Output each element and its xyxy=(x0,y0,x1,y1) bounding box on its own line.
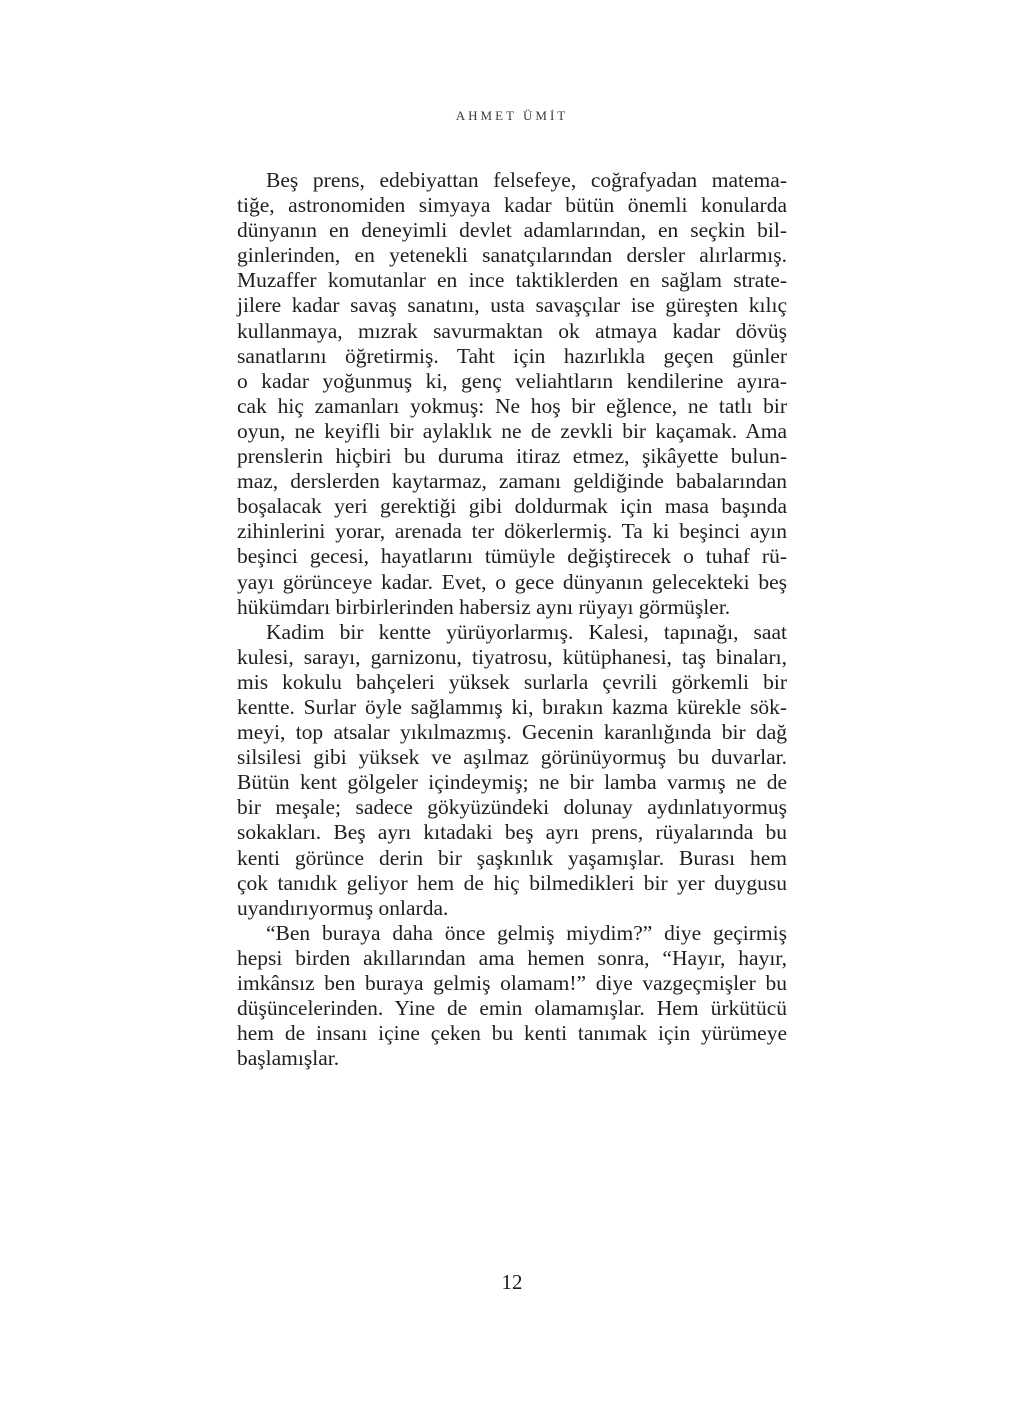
text-line: imkânsız ben buraya gelmiş olamam!” diye vazgeçmişler bu xyxy=(237,971,787,995)
text-line: kentte. Surlar öyle sağlammış ki, bırakın kazma kürekle sök- xyxy=(237,694,787,719)
text-line: başlamışlar. xyxy=(237,1046,340,1071)
text-line: hükümdarı birbirlerinden habersiz aynı rüyayı görmüşler. xyxy=(237,594,731,619)
text-line: Beş prens, edebiyattan felsefeye, coğrafyadan matema- xyxy=(266,168,787,192)
text-line: oyun, ne keyifli bir aylaklık ne de zevkli bir kaçamak. Ama xyxy=(237,418,787,443)
text-line: beşinci gecesi, hayatlarını tümüyle değiştirecek o tuhaf rü- xyxy=(237,544,787,569)
text-line: Muzaffer komutanlar en ince taktiklerden en sağlam strate- xyxy=(237,268,787,293)
text-line: prenslerin hiçbiri bu duruma itiraz etmez, şikâyette bulun- xyxy=(237,444,787,469)
text-line: çok tanıdık geliyor hem de hiç bilmedikleri bir yer duygusu xyxy=(237,870,787,895)
text-line: sokakları. Beş ayrı kıtadaki beş ayrı prens, rüyalarında bu xyxy=(237,820,787,845)
text-line: zihinlerini yorar, arenada ter dökerlermiş. Ta ki beşinci ayın xyxy=(237,519,787,544)
text-line: boşalacak yeri gerektiği gibi doldurmak için masa başında xyxy=(237,494,787,519)
text-line: tiğe, astronomiden simyaya kadar bütün önemli konularda xyxy=(237,193,787,218)
text-line: kenti görünce derin bir şaşkınlık yaşamışlar. Burası hem xyxy=(237,845,787,870)
text-line: “Ben buraya daha önce gelmiş miydim?” diye geçirmiş xyxy=(266,920,787,945)
text-line: Kadim bir kentte yürüyorlarmış. Kalesi, tapınağı, saat xyxy=(266,619,787,644)
text-line: silsilesi gibi yüksek ve aşılmaz görünüyormuş bu duvarlar. xyxy=(237,745,787,770)
text-line: cak hiç zamanları yokmuş: Ne hoş bir eğlence, ne tatlı bir xyxy=(237,393,787,418)
paragraph xyxy=(237,921,787,1072)
text-line: hepsi birden akıllarından ama hemen sonra, “Hayır, hayır, xyxy=(237,945,787,970)
paragraph xyxy=(237,620,787,921)
text-line: o kadar yoğunmuş ki, genç veliahtların kendilerine ayıra- xyxy=(237,368,787,393)
text-line: sanatlarını öğretirmiş. Taht için hazırlıkla geçen günler xyxy=(237,343,787,368)
paragraph xyxy=(237,168,787,620)
text-line: jilere kadar savaş sanatını, usta savaşçılar ise güreşten kılıç xyxy=(237,293,787,318)
text-line: maz, derslerden kaytarmaz, zamanı geldiğinde babalarından xyxy=(237,469,787,494)
page-number: 12 xyxy=(501,1270,523,1294)
text-line: kulesi, sarayı, garnizonu, tiyatrosu, kütüphanesi, taş binaları, xyxy=(237,644,787,669)
text-line: ginlerinden, en yetenekli sanatçılarından dersler alırlarmış. xyxy=(237,243,787,268)
text-line: hem de insanı içine çeken bu kenti tanımak için yürümeye xyxy=(237,1021,787,1046)
text-line: meyi, top atsalar yıkılmazmış. Gecenin karanlığında bir dağ xyxy=(237,720,787,745)
text-line: mis kokulu bahçeleri yüksek surlarla çevrili görkemli bir xyxy=(237,669,787,694)
text-line: dünyanın en deneyimli devlet adamlarından, en seçkin bil- xyxy=(237,218,787,243)
text-line: bir meşale; sadece gökyüzündeki dolunay aydınlatıyormuş xyxy=(237,795,787,820)
running-head-author: AHMET ÜMİT xyxy=(455,108,569,123)
text-line: Bütün kent gölgeler içindeymiş; ne bir lamba varmış ne de xyxy=(237,770,787,795)
text-line: uyandırıyormuş onlarda. xyxy=(237,895,449,920)
body-text xyxy=(237,168,787,1071)
text-line: yayı görünceye kadar. Evet, o gece dünyanın gelecekteki beş xyxy=(237,569,787,594)
text-line: kullanmaya, mızrak savurmaktan ok atmaya kadar dövüş xyxy=(237,318,787,343)
text-line: düşüncelerinden. Yine de emin olamamışlar. Hem ürkütücü xyxy=(237,996,787,1021)
